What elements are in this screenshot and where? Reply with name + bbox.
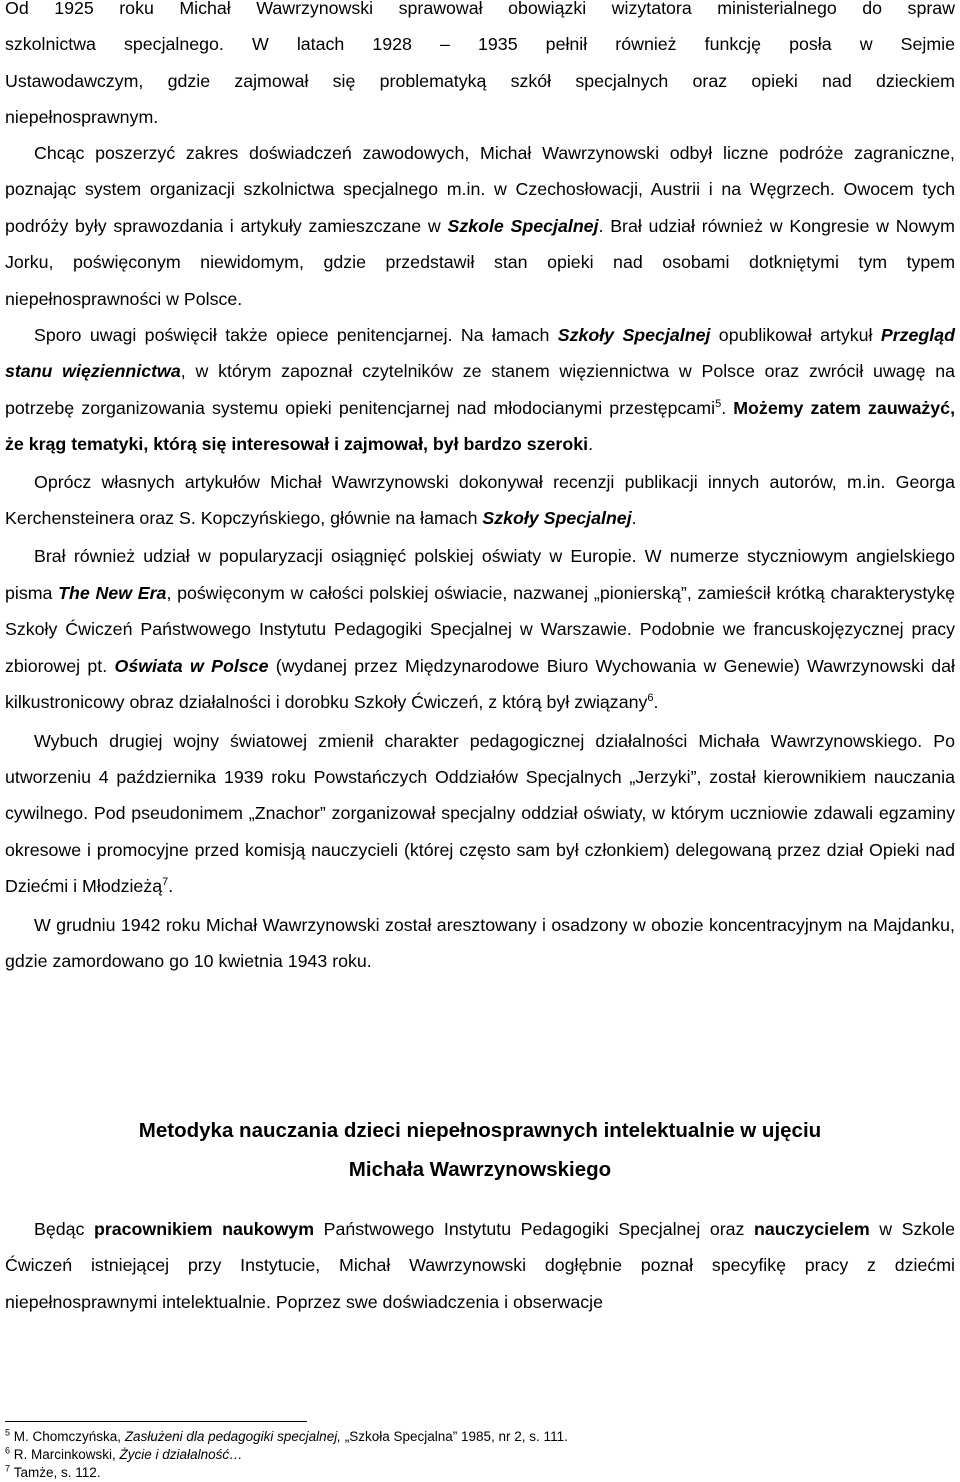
paragraph-8-text: Państwowego Instytutu Pedagogiki Specjalnej oraz — [314, 1219, 755, 1239]
paragraph-8-text: w Szkole Ćwiczeń istniejącej przy Instytucie, Michał Wawrzynowski dogłębnie poznał specyfikę pracy z dziećmi niepełnosprawnymi intelektualnie. Poprzez swe doświadczenia i obserwacje — [5, 1219, 956, 1312]
emphasis-text: Możemy zatem zauważyć, że krąg tematyki, którą się interesował i zajmował, był bardzo szeroki — [5, 397, 956, 455]
paragraph-1-line-4: niepełnosprawnym. — [5, 107, 159, 128]
section-heading-line-1: Metodyka nauczania dzieci niepełnosprawnych intelektualnie w ujęciu — [138, 1119, 822, 1142]
paragraph-3-end: . — [588, 434, 594, 455]
article-title: Przegląd stanu więziennictwa — [5, 325, 955, 382]
journal-title: Szkole Specjalnej — [447, 215, 599, 236]
paragraph-5-end: . — [653, 692, 659, 713]
paragraph-3 — [5, 317, 955, 463]
paragraph-3-text: opublikował artykuł — [710, 325, 881, 346]
footnote-text: „Szkoła Specjalna” 1985, nr 2, s. 111. — [340, 1429, 568, 1444]
paragraph-3-text: . — [721, 397, 734, 418]
book-title: Oświata w Polsce — [114, 655, 269, 676]
footnote-5 — [5, 1428, 568, 1446]
footnote-title: Życie i działalność… — [119, 1447, 243, 1462]
paragraph-8-block — [5, 1211, 955, 1320]
paragraph-8-text: Będąc — [34, 1219, 94, 1239]
paragraph-1-line-2: szkolnictwa specjalnego. W latach 1928 – 1935 pełnił również funkcję posła w Sejmie — [5, 34, 955, 55]
footnote-text: R. Marcinkowski, — [13, 1447, 120, 1462]
body-text — [5, 135, 955, 979]
footnote-number: 7 — [5, 1463, 11, 1474]
paragraph-3-text: , w którym zapoznał czytelników ze stanem więziennictwa w Polsce oraz zwrócił uwagę na potrzebę zorganizowania systemu opieki penitencjarnej nad młodocianymi przestępcami — [5, 361, 955, 418]
paragraph-4-text: Oprócz własnych artykułów Michał Wawrzynowski dokonywał recenzji publikacji innych autorów, m.in. Georga Kerchensteinera oraz S. Kopczyńskiego, głównie na łamach — [5, 471, 955, 529]
emphasis-text: pracownikiem naukowym — [94, 1219, 315, 1239]
journal-title: Szkoły Specjalnej — [557, 325, 711, 346]
footnote-separator — [5, 1421, 307, 1422]
footnote-number: 5 — [5, 1427, 11, 1438]
paragraph-3-text: Sporo uwagi poświęcił także opiece penitencjarnej. Na łamach — [34, 325, 558, 346]
paragraph-6-text: Wybuch drugiej wojny światowej zmienił charakter pedagogicznej działalności Michała Wawrzynowskiego. Po utworzeniu 4 października 1939 roku Powstańczych Oddziałów Specjalnych „Jerzyki”, został kierownikiem nauczania cywilnego. Pod pseudonimem „Znachor” zorganizował specjalny oddział oświaty, w którym uczniowie zdawali egzaminy okresowe i promocyjne przed komisją nauczycieli (której często sam był członkiem) delegowaną przez dział Opieki nad Dziećmi i Młodzieżą — [5, 730, 955, 897]
section-heading-line-2: Michała Wawrzynowskiego — [348, 1157, 612, 1181]
paragraph-4-end: . — [631, 508, 637, 529]
footnote-ref[interactable]: 7 — [162, 876, 169, 889]
paragraph-2-end: . Brał udział również w Kongresie w Nowym Jorku, poświęconym niewidomym, gdzie przedstawił stan opieki nad osobami dotkniętymi tym typem niepełnosprawności w Polsce. — [5, 215, 955, 309]
paragraph-1-line-3: Ustawodawczym, gdzie zajmował się problematyką szkół specjalnych oraz opieki nad dzieckiem — [5, 70, 955, 91]
footnote-number: 6 — [5, 1445, 11, 1456]
magazine-title: The New Era — [58, 582, 167, 603]
paragraph-8 — [5, 1211, 955, 1320]
footnote-text: Tamże, s. 112. — [13, 1465, 101, 1480]
footnote-ref[interactable]: 5 — [715, 397, 722, 410]
footnote-text: M. Chomczyńska, — [13, 1429, 125, 1444]
footnote-7 — [5, 1464, 101, 1482]
paragraph-5-text: Brał również udział w popularyzacji osiągnięć polskiej oświaty w Europie. W numerze styczniowym angielskiego pisma — [5, 546, 955, 603]
section-heading — [5, 1112, 955, 1189]
paragraph-6 — [5, 723, 955, 905]
emphasis-text: nauczycielem — [754, 1219, 870, 1239]
paragraph-6-end: . — [168, 876, 174, 897]
journal-title: Szkoły Specjalnej — [482, 508, 632, 529]
paragraph-4 — [5, 464, 955, 537]
paragraph-2 — [5, 135, 955, 317]
footnote-title: Zasłużeni dla pedagogiki specjalnej, — [124, 1429, 341, 1444]
paragraph-5 — [5, 538, 955, 720]
paragraph-2-text: Chcąc poszerzyć zakres doświadczeń zawodowych, Michał Wawrzynowski odbył liczne podróże zagraniczne, poznając system organizacji szkolnictwa specjalnego m.in. w Czechosłowacji, Austrii i na Węgrzech. Owocem tych podróży były sprawozdania i artykuły zamieszczane w — [5, 143, 955, 236]
paragraph-1 — [5, 0, 955, 136]
paragraph-5-text: (wydanej przez Międzynarodowe Biuro Wychowania w Genewie) Wawrzynowski dał kilkustronicowy obraz działalności i dorobku Szkoły Ćwiczeń, z którą był związany — [5, 655, 955, 713]
paragraph-1-line-1: Od 1925 roku Michał Wawrzynowski sprawował obowiązki wizytatora ministerialnego do spraw — [5, 0, 955, 18]
paragraph-7: W grudniu 1942 roku Michał Wawrzynowski został aresztowany i osadzony w obozie koncentracyjnym na Majdanku, gdzie zamordowano go 10 kwietnia 1943 roku. — [5, 914, 955, 971]
footnote-6 — [5, 1446, 243, 1464]
footnote-ref[interactable]: 6 — [647, 692, 654, 705]
paragraph-5-text: , poświęconym w całości polskiej oświacie, nazwanej „pionierską”, zamieścił krótką charakterystykę Szkoły Ćwiczeń Państwowego Instytutu Pedagogiki Specjalnej w Warszawie. Podobnie we francuskojęzycznej pracy zbiorowej pt. — [5, 582, 955, 676]
